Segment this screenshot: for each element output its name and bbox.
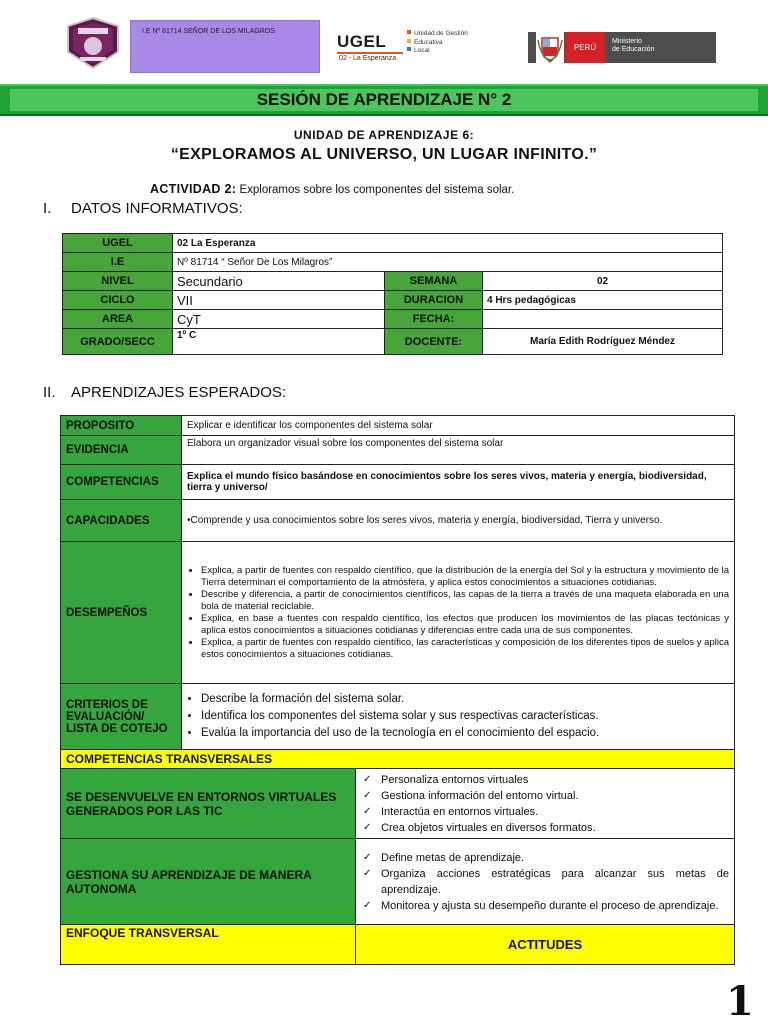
- list-item-text: Crea objetos virtuales en diversos formatos.: [381, 821, 596, 834]
- ugel-label: UGEL: [63, 234, 173, 253]
- enfoque-label: ENFOQUE TRANSVERSAL: [61, 925, 356, 965]
- capacidades-label: CAPACIDADES: [61, 500, 182, 542]
- list-item-text: Gestiona información del entorno virtual.: [381, 789, 579, 802]
- school-name-box: [130, 20, 320, 73]
- semana-value: 02: [483, 272, 723, 291]
- page-number: 1: [726, 978, 754, 1025]
- actitudes-label: ACTITUDES: [356, 925, 735, 965]
- table-row: [61, 436, 735, 465]
- area-value: CyT: [173, 310, 385, 329]
- checkmark-icon: ✓: [363, 851, 372, 863]
- duracion-value: 4 Hrs pedagógicas: [483, 291, 723, 310]
- ciclo-label: CICLO: [63, 291, 173, 310]
- actividad-line: [150, 182, 514, 196]
- ugel-subtitle: 02 - La Esperanza: [339, 55, 397, 62]
- tic-list: [361, 772, 729, 836]
- criterios-list: [187, 691, 729, 742]
- ugel-value: 02 La Esperanza: [173, 234, 723, 253]
- ciclo-value: VII: [173, 291, 385, 310]
- section-2-title: APRENDIZAJES ESPERADOS:: [71, 384, 287, 401]
- actividad-label: ACTIVIDAD 2:: [150, 182, 237, 196]
- datos-informativos-table: [62, 233, 723, 355]
- table-row: [61, 839, 735, 925]
- proposito-value: Explicar e identificar los componentes del sistema solar: [182, 416, 735, 436]
- table-row: [61, 542, 735, 684]
- table-row: [63, 272, 723, 291]
- list-item: • Describe y diferencia, a partir de conocimientos científicos, las capas de la tierra a través de una maqueta elaborada en una bola de material reciclable.: [201, 589, 729, 613]
- ugel-wordmark: UGEL: [337, 32, 387, 51]
- list-item: [361, 898, 729, 914]
- peru-coat-of-arms-icon: [536, 32, 564, 64]
- docente-value: María Edith Rodríguez Méndez: [483, 329, 723, 355]
- capacidades-value: •Comprende y usa conocimientos sobre los seres vivos, materia y energía, biodiversidad, Tierra y universo.: [182, 500, 735, 542]
- checkmark-icon: ✓: [363, 899, 372, 911]
- evidencia-label: EVIDENCIA: [61, 436, 182, 465]
- checkmark-icon: ✓: [363, 805, 372, 817]
- transversales-label: COMPETENCIAS TRANSVERSALES: [61, 750, 735, 769]
- area-label: AREA: [63, 310, 173, 329]
- table-row: [61, 500, 735, 542]
- evidencia-value: Elabora un organizador visual sobre los componentes del sistema solar: [182, 436, 735, 465]
- grado-value: 1º C: [173, 329, 385, 355]
- criterios-label: CRITERIOS DE EVALUACIÓN/ LISTA DE COTEJO: [61, 684, 182, 750]
- gestiona-label: GESTIONA SU APRENDIZAJE DE MANERA AUTONOMA: [61, 839, 356, 925]
- list-item: • Explica, a partir de fuentes con respaldo científico, que la distribución de la energía del Sol y la estructura y movimiento de la Tierra determinan el comportamiento de la atmósfera, y aplica estos conocimientos a situaciones cotidianas.: [201, 565, 729, 589]
- table-row: [61, 750, 735, 769]
- section-1-number: I.: [43, 200, 52, 217]
- list-item-text: Monitorea y ajusta su desempeño durante el proceso de aprendizaje.: [381, 899, 719, 912]
- list-item: [361, 866, 729, 898]
- checkmark-icon: ✓: [363, 773, 372, 785]
- table-row: [61, 684, 735, 750]
- list-item: • Explica, en base a fuentes con respaldo científico, los efectos que producen los movimientos de las placas tectónicas y aplica estos conocimientos a situaciones cotidianas y diferencias entre cada una de sus componentes.: [201, 613, 729, 637]
- checkmark-icon: ✓: [363, 789, 372, 801]
- docente-label: DOCENTE:: [385, 329, 483, 355]
- ugel-line-1: Unidad de Gestión: [414, 30, 468, 37]
- criterios-cell: [182, 684, 735, 750]
- page-title: SESIÓN DE APRENDIZAJE N° 2: [10, 89, 758, 111]
- ie-label: I.E: [63, 253, 173, 272]
- list-item-text: Personaliza entornos virtuales: [381, 773, 529, 786]
- checkmark-icon: ✓: [363, 867, 372, 879]
- table-row: [63, 329, 723, 355]
- nivel-value: Secundario: [173, 272, 385, 291]
- ie-value: Nº 81714 “ Señor De Los Milagros”: [173, 253, 723, 272]
- list-item: • Describe la formación del sistema solar.: [201, 691, 729, 708]
- school-name: I.E Nº 81714 SEÑOR DE LOS MILAGROS: [142, 28, 275, 35]
- list-item: [361, 788, 729, 804]
- tic-label: SE DESENVUELVE EN ENTORNOS VIRTUALES GENERADOS POR LAS TIC: [61, 769, 356, 839]
- gestiona-list: [361, 850, 729, 914]
- nivel-label: NIVEL: [63, 272, 173, 291]
- table-row: [63, 234, 723, 253]
- table-row: [61, 925, 735, 965]
- table-row: [61, 416, 735, 436]
- proposito-label: PROPOSITO: [61, 416, 182, 436]
- competencias-value: Explica el mundo físico basándose en conocimientos sobre los seres vivos, materia y energía, biodiversidad, tierra y universo/: [182, 465, 735, 500]
- ministry-line-2: de Educación: [612, 46, 655, 53]
- grado-label: GRADO/SECC: [63, 329, 173, 355]
- ugel-line-3: Local: [414, 47, 430, 54]
- table-row: [63, 310, 723, 329]
- tic-cell: [356, 769, 735, 839]
- list-item-text: Organiza acciones estratégicas para alcanzar sus metas de aprendizaje.: [381, 867, 730, 896]
- section-2-number: II.: [43, 384, 56, 401]
- table-row: [61, 769, 735, 839]
- section-1-title: DATOS INFORMATIVOS:: [71, 200, 243, 217]
- title-banner: [0, 84, 768, 116]
- actividad-text: Exploramos sobre los componentes del sistema solar.: [236, 184, 515, 196]
- aprendizajes-table: [60, 415, 735, 965]
- fecha-label: FECHA:: [385, 310, 483, 329]
- list-item: [361, 804, 729, 820]
- desempenos-label: DESEMPEÑOS: [61, 542, 182, 684]
- unidad-label: UNIDAD DE APRENDIZAJE 6:: [293, 128, 475, 142]
- list-item: [361, 772, 729, 788]
- gestiona-cell: [356, 839, 735, 925]
- list-item: • Explica, a partir de fuentes con respaldo científico, las características y composición de los diferentes tipos de suelos y aplica estos conocimientos a situaciones cotidianas.: [201, 637, 729, 661]
- section-1-heading: [43, 200, 243, 217]
- semana-label: SEMANA: [385, 272, 483, 291]
- unidad-name: “EXPLORAMOS AL UNIVERSO, UN LUGAR INFINITO.”: [170, 146, 598, 163]
- list-item: • Evalúa la importancia del uso de la tecnología en el conocimiento del espacio.: [201, 725, 729, 742]
- table-row: [63, 253, 723, 272]
- list-item-text: Define metas de aprendizaje.: [381, 851, 525, 864]
- section-2-heading: [43, 384, 286, 401]
- checkmark-icon: ✓: [363, 821, 372, 833]
- ministry-line-1: Ministerio: [612, 38, 642, 45]
- table-row: [61, 465, 735, 500]
- fecha-value: [483, 310, 723, 329]
- desempenos-cell: [182, 542, 735, 684]
- ugel-line-2: Educativa: [414, 38, 443, 46]
- ugel-logo: [337, 30, 491, 66]
- table-row: [63, 291, 723, 310]
- duracion-label: DURACION: [385, 291, 483, 310]
- competencias-label: COMPETENCIAS: [61, 465, 182, 500]
- ugel-descriptor: [407, 30, 468, 56]
- list-item: [361, 820, 729, 836]
- peru-label: PERÚ: [565, 32, 605, 63]
- desempenos-list: [187, 565, 729, 661]
- list-item: [361, 850, 729, 866]
- list-item: • Identifica los componentes del sistema solar y sus respectivas características.: [201, 708, 729, 725]
- ministry-name: [612, 38, 654, 54]
- ugel-underline: [337, 52, 403, 54]
- school-crest-logo: [62, 16, 124, 70]
- list-item-text: Interactúa en entornos virtuales.: [381, 805, 539, 818]
